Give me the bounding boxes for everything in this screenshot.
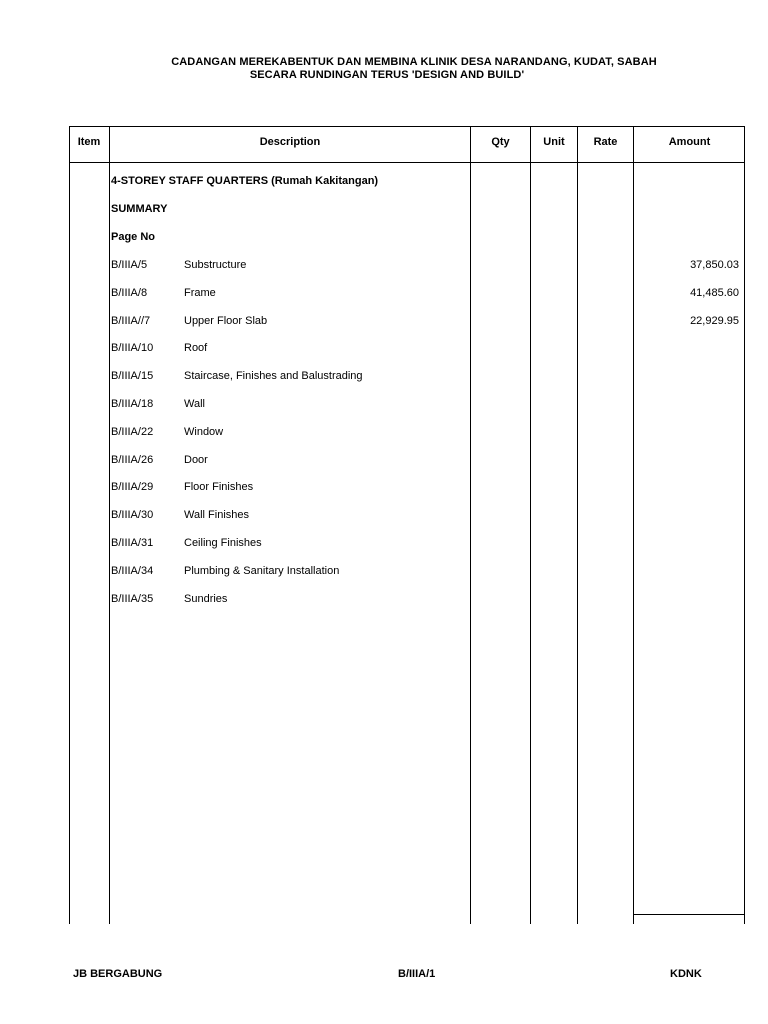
table-right-border (744, 126, 745, 924)
total-underline (634, 914, 745, 915)
table-header-border (69, 162, 745, 163)
section-title: 4-STOREY STAFF QUARTERS (Rumah Kakitangan) (111, 175, 379, 187)
row-amount: 41,485.60 (690, 287, 739, 299)
row-page-ref: B/IIIA/18 (111, 398, 154, 410)
footer-left: JB BERGABUNG (73, 968, 163, 980)
column-header-unit: Unit (543, 136, 565, 148)
row-description: Sundries (184, 593, 228, 605)
footer-right: KDNK (670, 968, 702, 980)
row-page-ref: B/IIIA/30 (111, 509, 154, 521)
row-description: Substructure (184, 259, 247, 271)
unit-column-divider (577, 126, 578, 924)
row-description: Roof (184, 342, 208, 354)
qty-column-divider (530, 126, 531, 924)
row-page-ref: B/IIIA/31 (111, 537, 154, 549)
row-page-ref: B/IIIA/29 (111, 481, 154, 493)
page-no-label: Page No (111, 231, 156, 243)
description-column-divider (470, 126, 471, 924)
item-column-divider (109, 126, 110, 924)
column-header-rate: Rate (593, 136, 618, 148)
row-description: Frame (184, 287, 216, 299)
summary-label: SUMMARY (111, 203, 168, 215)
row-page-ref: B/IIIA//7 (111, 315, 151, 327)
row-amount: 22,929.95 (690, 315, 739, 327)
row-description: Plumbing & Sanitary Installation (184, 565, 340, 577)
row-page-ref: B/IIIA/5 (111, 259, 148, 271)
table-top-border (69, 126, 745, 127)
row-description: Floor Finishes (184, 481, 254, 493)
row-page-ref: B/IIIA/15 (111, 370, 154, 382)
row-description: Ceiling Finishes (184, 537, 262, 549)
row-page-ref: B/IIIA/26 (111, 454, 154, 466)
column-header-description: Description (259, 136, 321, 148)
table-left-border (69, 126, 70, 924)
row-description: Door (184, 454, 208, 466)
document-title-line2: SECARA RUNDINGAN TERUS 'DESIGN AND BUILD' (249, 69, 525, 81)
row-description: Window (184, 426, 224, 438)
row-amount: 37,850.03 (690, 259, 739, 271)
document-title-line1: CADANGAN MEREKABENTUK DAN MEMBINA KLINIK DESA NARANDANG, KUDAT, SABAH (171, 56, 657, 68)
row-page-ref: B/IIIA/22 (111, 426, 154, 438)
column-header-amount: Amount (668, 136, 711, 148)
footer-page-ref: B/IIIA/1 (398, 968, 436, 980)
row-description: Wall Finishes (184, 509, 249, 521)
column-header-item: Item (77, 136, 101, 148)
bill-table (69, 126, 745, 924)
row-page-ref: B/IIIA/8 (111, 287, 148, 299)
rate-column-divider (633, 126, 634, 924)
row-page-ref: B/IIIA/34 (111, 565, 154, 577)
row-description: Upper Floor Slab (184, 315, 268, 327)
row-description: Wall (184, 398, 205, 410)
row-page-ref: B/IIIA/10 (111, 342, 154, 354)
row-description: Staircase, Finishes and Balustrading (184, 370, 363, 382)
column-header-qty: Qty (491, 136, 510, 148)
row-page-ref: B/IIIA/35 (111, 593, 154, 605)
